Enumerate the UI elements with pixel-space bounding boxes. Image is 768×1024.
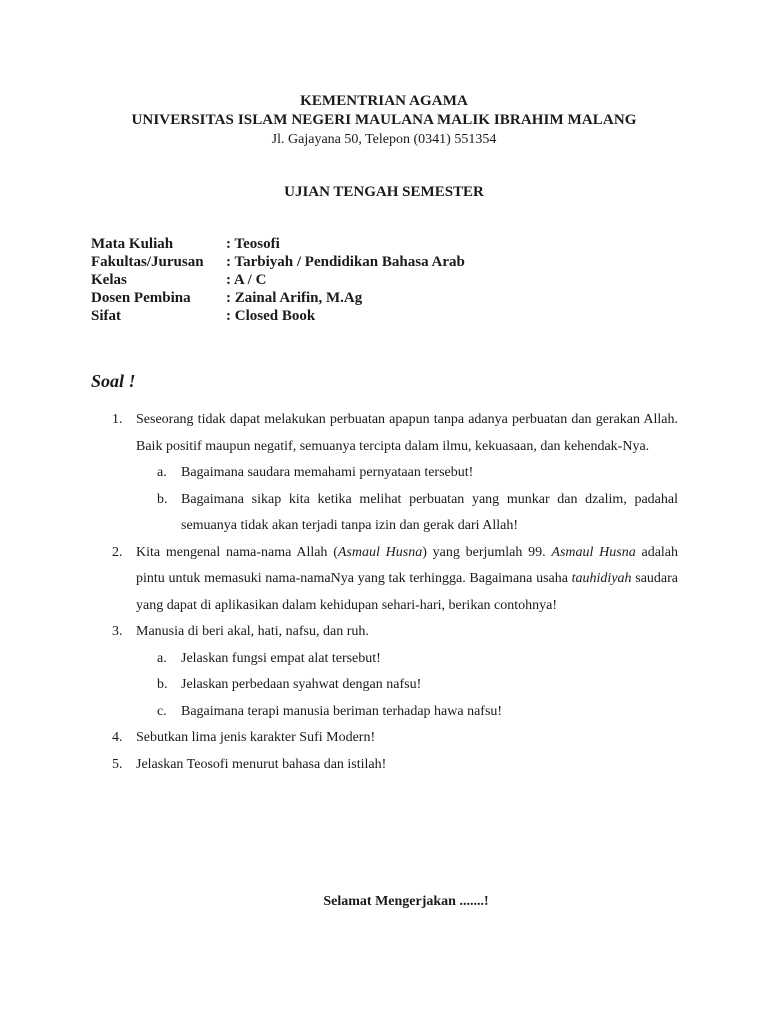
closing-message: Selamat Mengerjakan .......! <box>323 894 489 909</box>
question-list <box>112 407 678 778</box>
letterhead <box>0 92 768 149</box>
exam-title: UJIAN TENGAH SEMESTER <box>284 184 484 200</box>
question-3 <box>112 619 678 646</box>
info-row-dosen <box>91 289 465 307</box>
ministry-name: KEMENTRIAN AGAMA <box>300 93 468 109</box>
question-1-sub-b <box>157 487 678 540</box>
text-segment: adalah pintu untuk memasuki nama-namaNya yang tak terhingga. Bagaimana usaha <box>136 544 679 586</box>
italic-term: Asmaul Husna <box>337 544 423 560</box>
info-label: Kelas <box>91 272 127 288</box>
info-label: Fakultas/Jurusan <box>91 254 204 270</box>
sub-text: Jelaskan fungsi empat alat tersebut! <box>181 650 381 666</box>
question-text: Jelaskan Teosofi menurut bahasa dan istilah! <box>136 756 387 772</box>
question-text <box>136 540 678 620</box>
question-number: 3. <box>112 624 123 639</box>
info-row-kelas <box>91 271 465 289</box>
italic-term: tauhidiyah <box>571 571 632 586</box>
italic-term: Asmaul Husna <box>551 544 636 560</box>
university-name: UNIVERSITAS ISLAM NEGERI MAULANA MALIK IBRAHIM MALANG <box>131 112 637 128</box>
text-segment: saudara yang dapat di aplikasikan dalam kehidupan sehari-hari, berikan contohnya! <box>136 571 678 613</box>
info-row-sifat <box>91 307 465 325</box>
question-text: Manusia di beri akal, hati, nafsu, dan ruh. <box>136 624 369 639</box>
question-3-sub-b <box>157 672 678 699</box>
question-5 <box>112 752 678 779</box>
question-number: 4. <box>112 730 123 745</box>
sub-text: Bagaimana sikap kita ketika melihat perbuatan yang munkar dan dzalim, padahal semuanya tidak akan terjadi tanpa izin dan gerak dari Allah! <box>181 491 678 533</box>
text-segment: Kita mengenal nama-nama Allah ( <box>136 544 338 560</box>
sub-letter: b. <box>157 491 168 507</box>
question-text: Seseorang tidak dapat melakukan perbuatan apapun tanpa adanya perbuatan dan gerakan Allah. Baik positif maupun negatif, semuanya tercipta dalam ilmu, kekuasaan, dan kehendak-Nya. <box>136 412 678 454</box>
info-row-mata-kuliah <box>91 235 465 253</box>
info-value: : Zainal Arifin, M.Ag <box>226 290 363 306</box>
sub-letter: b. <box>157 677 168 692</box>
info-row-fakultas <box>91 253 465 271</box>
question-text: Sebutkan lima jenis karakter Sufi Modern! <box>136 730 376 745</box>
info-value: : Teosofi <box>226 236 280 252</box>
exam-info-table <box>91 235 465 325</box>
info-label: Sifat <box>91 308 121 324</box>
sub-text: Jelaskan perbedaan syahwat dengan nafsu! <box>181 677 422 692</box>
question-1 <box>112 407 678 460</box>
info-label: Dosen Pembina <box>91 290 191 306</box>
question-number: 1. <box>112 412 123 427</box>
question-2 <box>112 540 678 620</box>
question-number: 2. <box>112 544 123 560</box>
sub-letter: a. <box>157 465 167 480</box>
questions-heading: Soal ! <box>91 371 136 391</box>
info-value: : Closed Book <box>226 308 316 324</box>
question-number: 5. <box>112 756 123 772</box>
question-4 <box>112 725 678 752</box>
sub-text: Bagaimana saudara memahami pernyataan tersebut! <box>181 465 474 480</box>
question-3-sub-a <box>157 646 678 673</box>
question-1-sub-a <box>157 460 678 487</box>
question-3-sub-c <box>157 699 678 726</box>
closing-text <box>0 892 768 912</box>
info-value: : Tarbiyah / Pendidikan Bahasa Arab <box>226 254 465 270</box>
info-value: : A / C <box>226 272 267 288</box>
info-label: Mata Kuliah <box>91 236 174 252</box>
sub-letter: a. <box>157 650 167 666</box>
sub-letter: c. <box>157 703 167 719</box>
sub-text: Bagaimana terapi manusia beriman terhadap hawa nafsu! <box>181 703 503 719</box>
text-segment: ) yang berjumlah 99. <box>422 544 552 560</box>
university-address: Jl. Gajayana 50, Telepon (0341) 551354 <box>271 132 497 147</box>
